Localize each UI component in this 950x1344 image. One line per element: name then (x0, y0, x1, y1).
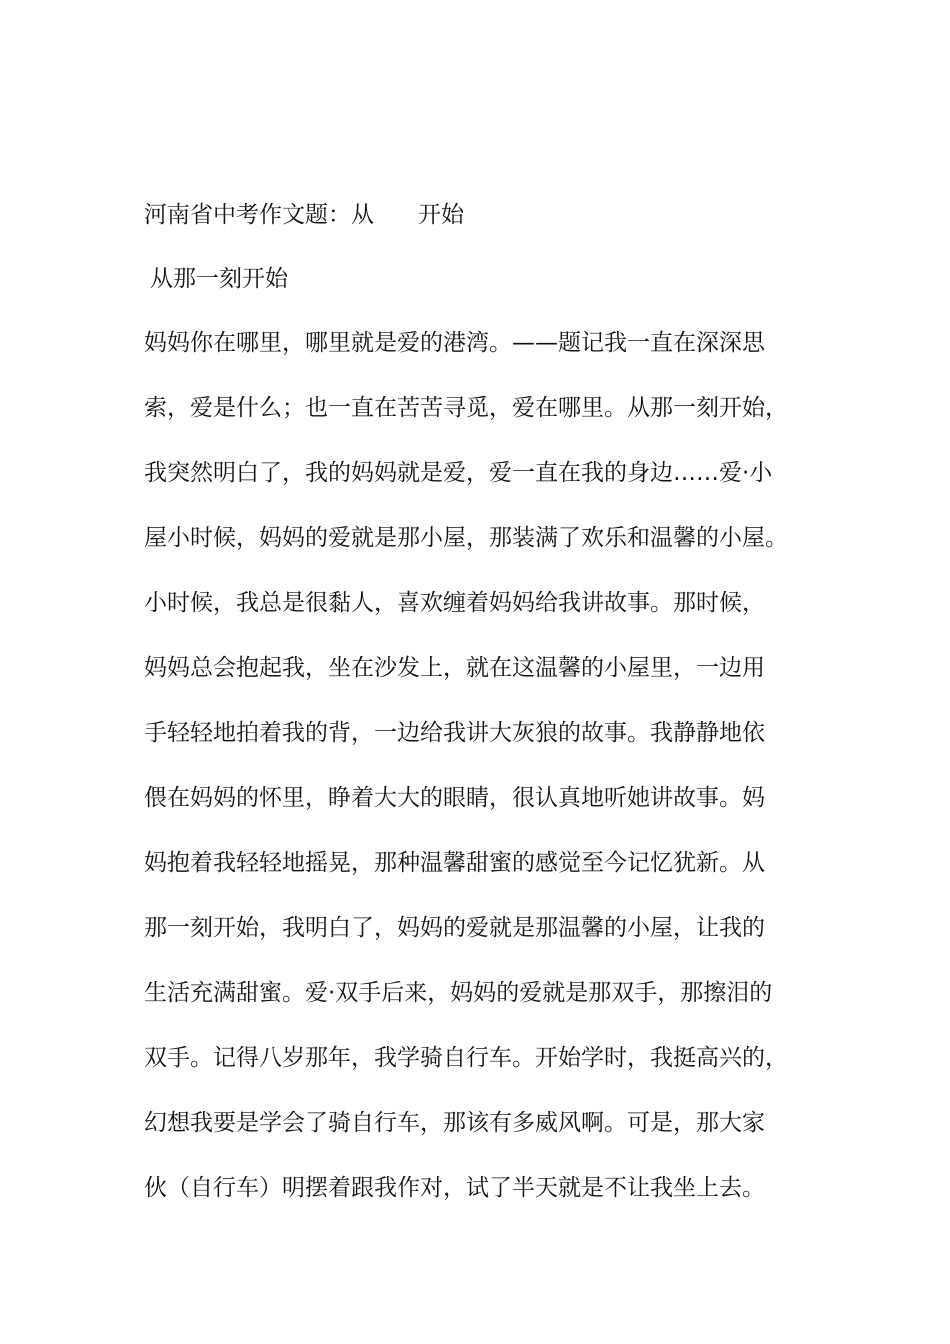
body-line: 我突然明白了，我的妈妈就是爱，爱一直在我的身边……爱·小 (144, 460, 773, 486)
body-line: 小时候，我总是很黏人，喜欢缠着妈妈给我讲故事。那时候， (144, 590, 765, 616)
body-line: 幻想我要是学会了骑自行车，那该有多威风啊。可是，那大家 (144, 1110, 765, 1136)
body-line: 双手。记得八岁那年，我学骑自行车。开始学时，我挺高兴的， (144, 1045, 788, 1071)
body-line: 妈妈总会抱起我，坐在沙发上，就在这温馨的小屋里，一边用 (144, 655, 765, 681)
essay-body (144, 326, 844, 1236)
body-line: 那一刻开始，我明白了，妈妈的爱就是那温馨的小屋，让我的 (144, 915, 765, 941)
essay-prompt-title (144, 198, 464, 232)
body-line: 偎在妈妈的怀里，睁着大大的眼睛，很认真地听她讲故事。妈 (144, 785, 765, 811)
body-line: 妈抱着我轻轻地摇晃，那种温馨甜蜜的感觉至今记忆犹新。从 (144, 850, 765, 876)
essay-title: 从那一刻开始 (150, 266, 288, 292)
title-prefix: 河南省中考作文题：从 (144, 202, 374, 228)
body-line: 索，爱是什么；也一直在苦苦寻觅，爱在哪里。从那一刻开始， (144, 395, 788, 421)
body-line: 手轻轻地拍着我的背，一边给我讲大灰狼的故事。我静静地依 (144, 720, 765, 746)
body-line: 屋小时候，妈妈的爱就是那小屋，那装满了欢乐和温馨的小屋。 (144, 525, 788, 551)
title-suffix: 开始 (418, 202, 464, 228)
body-line: 伙（自行车）明摆着跟我作对，试了半天就是不让我坐上去。 (144, 1175, 765, 1201)
body-line: 妈妈你在哪里，哪里就是爱的港湾。——题记我一直在深深思 (144, 330, 765, 356)
body-line: 生活充满甜蜜。爱·双手后来，妈妈的爱就是那双手，那擦泪的 (144, 980, 773, 1006)
